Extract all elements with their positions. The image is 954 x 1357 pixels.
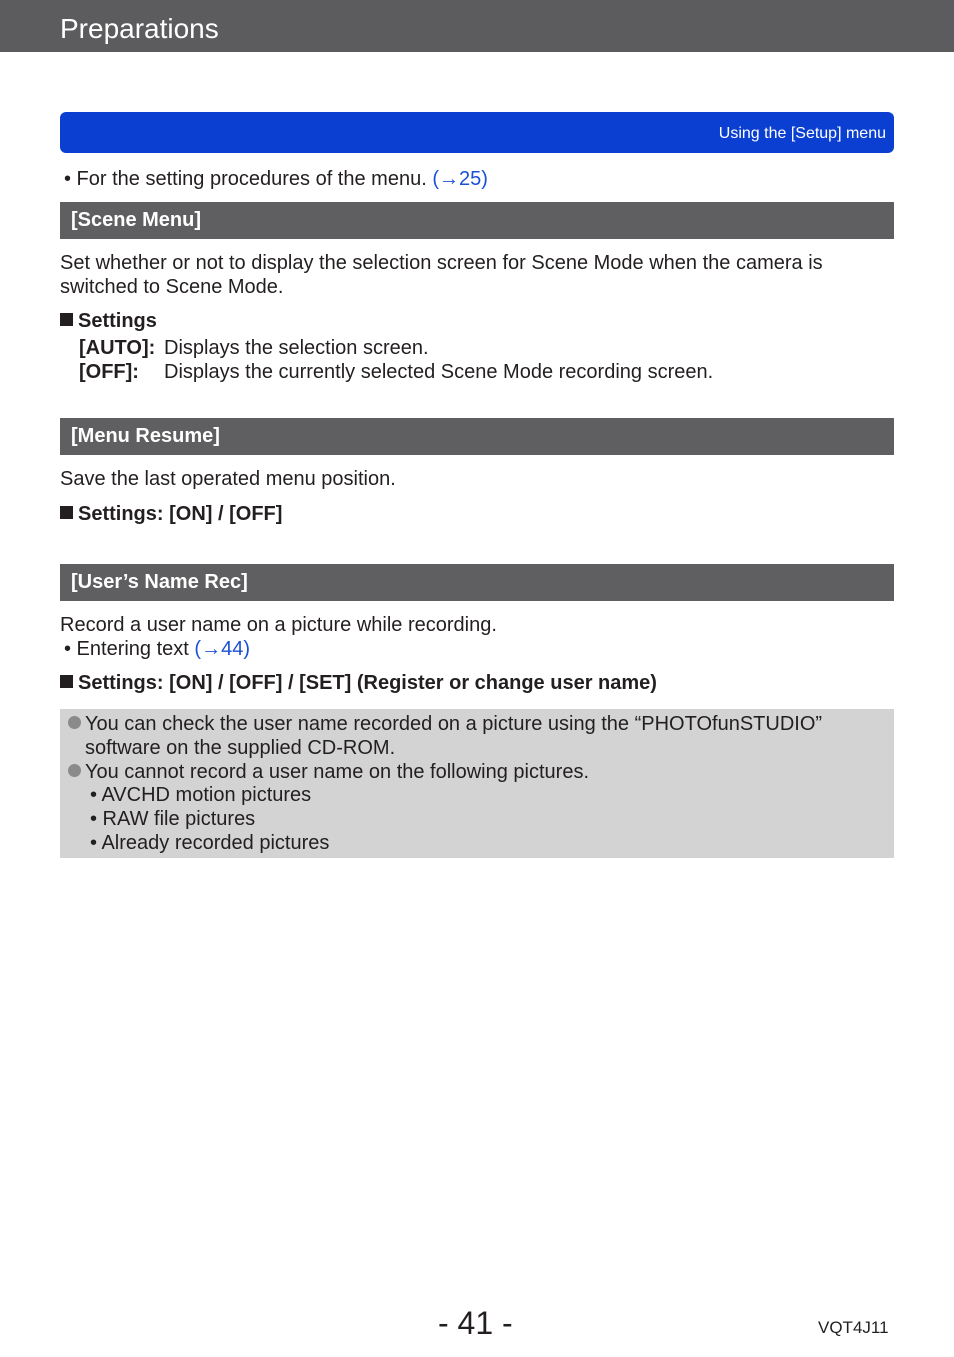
entering-text-page-link[interactable]: (→44) bbox=[194, 638, 250, 660]
entering-text-line bbox=[64, 637, 250, 661]
menu-resume-desc: Save the last operated menu position. bbox=[60, 468, 396, 490]
circle-bullet-icon bbox=[68, 716, 81, 729]
user-name-rec-header bbox=[60, 564, 894, 601]
scene-menu-title: [Scene Menu] bbox=[71, 209, 202, 231]
banner-label: Using the [Setup] menu bbox=[718, 125, 886, 142]
scene-menu-desc-line2: switched to Scene Mode. bbox=[60, 276, 284, 298]
user-name-rec-title: [User’s Name Rec] bbox=[71, 571, 248, 593]
scene-menu-header bbox=[60, 202, 894, 239]
menu-resume-settings bbox=[60, 502, 282, 526]
page-number: - 41 - bbox=[438, 1305, 513, 1341]
square-bullet-icon bbox=[60, 313, 73, 326]
section-banner bbox=[60, 112, 894, 153]
auto-label: [AUTO]: bbox=[79, 337, 156, 359]
note-1 bbox=[68, 712, 822, 736]
scene-menu-desc-line1: Set whether or not to display the selection screen for Scene Mode when the camera is bbox=[60, 252, 823, 274]
user-name-rec-desc: Record a user name on a picture while recording. bbox=[60, 614, 497, 636]
document-code: VQT4J11 bbox=[818, 1318, 889, 1337]
user-name-rec-settings-text: Settings: [ON] / [OFF] / [SET] (Register or change user name) bbox=[78, 672, 657, 694]
note-2-text: You cannot record a user name on the following pictures. bbox=[85, 761, 590, 783]
off-desc: Displays the currently selected Scene Mode recording screen. bbox=[164, 361, 714, 383]
user-name-rec-settings bbox=[60, 671, 657, 695]
header-bar bbox=[0, 0, 954, 52]
circle-bullet-icon bbox=[68, 764, 81, 777]
page-title: Preparations bbox=[60, 13, 219, 44]
intro-line bbox=[64, 167, 488, 191]
note-1-line2: software on the supplied CD-ROM. bbox=[85, 737, 396, 759]
list-item: • Already recorded pictures bbox=[90, 832, 330, 854]
note-2 bbox=[68, 760, 589, 784]
square-bullet-icon bbox=[60, 506, 73, 519]
entering-text: • Entering text bbox=[64, 638, 195, 660]
menu-resume-settings-text: Settings: [ON] / [OFF] bbox=[78, 503, 283, 525]
list-item: • RAW file pictures bbox=[90, 808, 256, 830]
list-item: • AVCHD motion pictures bbox=[90, 784, 312, 806]
menu-resume-header bbox=[60, 418, 894, 455]
auto-desc: Displays the selection screen. bbox=[164, 337, 429, 359]
intro-page-link[interactable]: (→25) bbox=[432, 168, 488, 190]
off-label: [OFF]: bbox=[79, 361, 139, 383]
square-bullet-icon bbox=[60, 675, 73, 688]
note-1-line1: You can check the user name recorded on a picture using the “PHOTOfunSTUDIO” bbox=[85, 713, 823, 735]
menu-resume-title: [Menu Resume] bbox=[71, 425, 220, 447]
intro-text: • For the setting procedures of the menu. bbox=[64, 168, 433, 190]
settings-heading-text: Settings bbox=[78, 310, 157, 332]
scene-menu-settings-heading bbox=[60, 309, 157, 333]
